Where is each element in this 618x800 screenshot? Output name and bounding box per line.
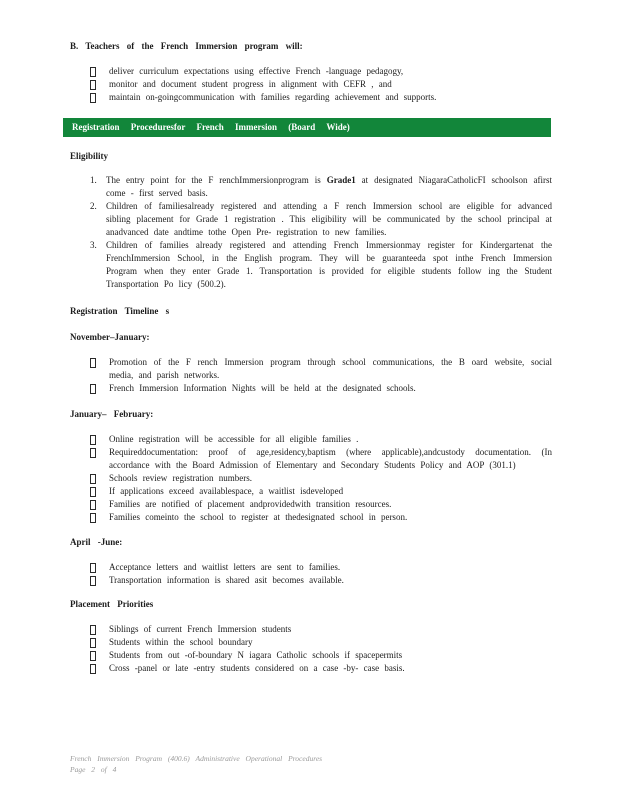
bullet-text: French Immersion Information Nights will be held at the designated schools.	[109, 383, 416, 393]
placement-priorities-heading: Placement Priorities	[70, 599, 154, 609]
list-item	[70, 472, 552, 485]
bullet-text: If applications exceed availablespace, a waitlist isdeveloped	[109, 486, 344, 496]
eligibility-numbered-list	[70, 174, 552, 291]
bullet-text: Promotion of the F rench Immersion program through school communications, the B oard website, social media, and parish networks.	[109, 357, 552, 380]
teachers-bullet-list	[70, 65, 552, 104]
page-footer	[70, 753, 322, 775]
bullet-text: Cross -panel or late -entry students considered on a case -by- case basis.	[109, 663, 405, 673]
bullet-square-icon	[90, 576, 96, 586]
list-item	[70, 511, 552, 524]
bullet-square-icon	[90, 435, 96, 445]
list-item	[70, 649, 552, 662]
list-item	[70, 200, 552, 239]
list-item	[70, 91, 552, 104]
list-item-text	[106, 174, 552, 200]
list-number: 3.	[90, 240, 97, 250]
bullet-text: Schools review registration numbers.	[109, 473, 252, 483]
bullet-square-icon	[90, 474, 96, 484]
january-february-heading: January– February:	[70, 409, 154, 419]
bullet-text: Acceptance letters and waitlist letters are sent to families.	[109, 562, 341, 572]
bullet-text: maintain on-goingcommunication with families regarding achievement and supports.	[109, 92, 437, 102]
january-february-bullet-list	[70, 433, 552, 524]
eligibility-heading: Eligibility	[70, 151, 109, 161]
bullet-text: Transportation information is shared asit becomes available.	[109, 575, 344, 585]
bullet-square-icon	[90, 664, 96, 674]
bullet-text: Online registration will be accessible for all eligible families .	[109, 434, 359, 444]
list-item	[70, 78, 552, 91]
bullet-square-icon	[90, 358, 96, 368]
bullet-text: monitor and document student progress in alignment with CEFR , and	[109, 79, 392, 89]
list-item	[70, 498, 552, 511]
teachers-section-heading: B. Teachers of the French Immersion program will:	[70, 41, 303, 51]
list-item	[70, 382, 552, 395]
bullet-text: Siblings of current French Immersion students	[109, 624, 292, 634]
bullet-square-icon	[90, 448, 96, 458]
list-item	[70, 356, 552, 382]
list-item	[70, 433, 552, 446]
bullet-square-icon	[90, 384, 96, 394]
november-january-bullet-list	[70, 356, 552, 395]
november-january-heading: November–January:	[70, 332, 150, 342]
bullet-text: Families are notified of placement andprovidedwith transition resources.	[109, 499, 392, 509]
item1-bold: Grade1	[326, 175, 356, 185]
april-june-heading: April -June:	[70, 537, 123, 547]
placement-priorities-bullet-list	[70, 623, 552, 675]
bullet-square-icon	[90, 513, 96, 523]
bullet-square-icon	[90, 93, 96, 103]
item1-pre: The entry point for the F renchImmersionprogram is	[106, 175, 327, 185]
bullet-square-icon	[90, 625, 96, 635]
registration-timeline-heading: Registration Timeline s	[70, 306, 170, 316]
bullet-square-icon	[90, 500, 96, 510]
bullet-text: Students from out -of-boundary N iagara Catholic schools if spacepermits	[109, 650, 403, 660]
list-item	[70, 662, 552, 675]
bullet-text: Requireddocumentation: proof of age,residency,baptism (where applicable),andcustody documentation. (In accordance with the Board Admission of Elementary and Secondary Students Policy and AOP (301.1)	[109, 447, 552, 470]
list-item	[70, 623, 552, 636]
list-number: 1.	[90, 175, 97, 185]
list-item	[70, 239, 552, 291]
footer-document-title: French Immersion Program (400.6) Administrative Operational Procedures	[70, 754, 323, 763]
bullet-square-icon	[90, 651, 96, 661]
list-item	[70, 574, 552, 587]
bullet-text: deliver curriculum expectations using effective French -language pedagogy,	[109, 66, 404, 76]
list-item	[70, 65, 552, 78]
list-item-text: Children of familiesalready registered and attending a F rench Immersion school are eligible for advanced sibling placement for Grade 1 registration . This eligibility will be communicated by the school principal at anadvanced date andtime tothe Open Pre- registration to new families.	[106, 201, 552, 237]
list-item	[70, 446, 552, 472]
list-number: 2.	[90, 201, 97, 211]
bullet-text: Families comeinto the school to register at thedesignated school in person.	[109, 512, 408, 522]
list-item-text: Children of families already registered and attending French Immersionmay register for Kindergartenat the FrenchImmersion School, in the English program. They will be guaranteeda spot inthe French Immersion Program when they enter Grade 1. Transportation is provided for eligible students follow ing the Student Transportation Po licy (500.2).	[106, 240, 552, 289]
bullet-square-icon	[90, 638, 96, 648]
bullet-square-icon	[90, 80, 96, 90]
bullet-text: Students within the school boundary	[109, 637, 253, 647]
list-item	[70, 174, 552, 200]
list-item	[70, 485, 552, 498]
april-june-bullet-list	[70, 561, 552, 587]
bullet-square-icon	[90, 563, 96, 573]
bullet-square-icon	[90, 487, 96, 497]
list-item	[70, 636, 552, 649]
item1-post: at designated NiagaraCatholicFI schoolson afirst come - first served basis.	[106, 175, 552, 198]
bullet-square-icon	[90, 67, 96, 77]
registration-procedures-banner: Registration Proceduresfor French Immersion (Board Wide)	[63, 118, 551, 137]
footer-page-number: Page 2 of 4	[70, 765, 117, 774]
list-item	[70, 561, 552, 574]
